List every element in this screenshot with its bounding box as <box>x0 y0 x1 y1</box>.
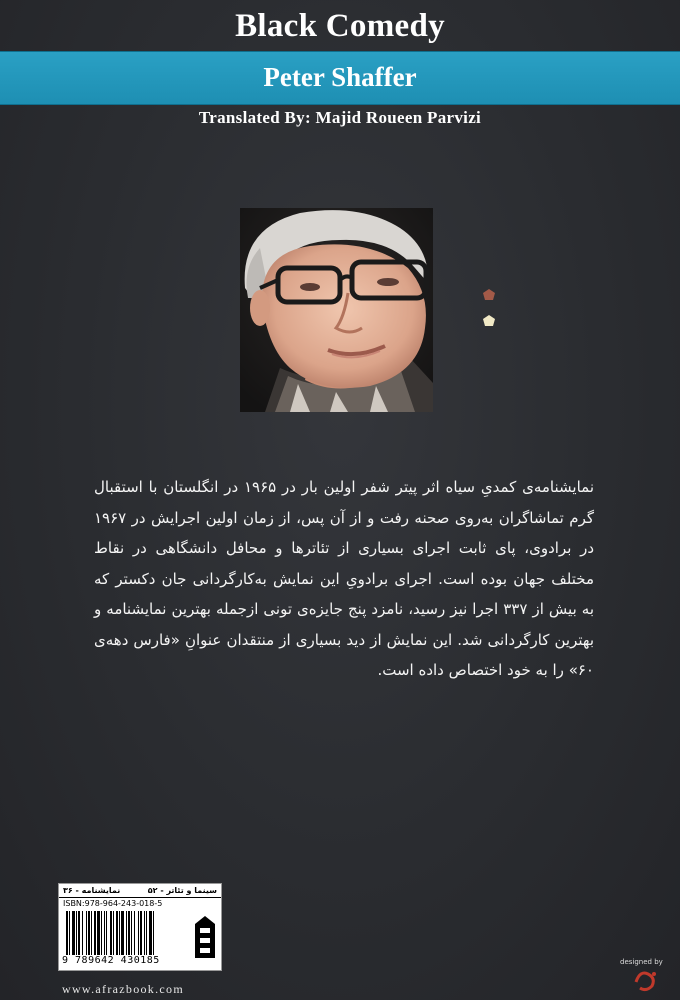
book-title: Black Comedy <box>235 8 445 44</box>
author-name: Peter Shaffer <box>263 62 417 92</box>
translator-credit: Translated By: Majid Roueen Parvizi <box>198 108 482 127</box>
barcode-digits: 9 789642 430185 <box>62 955 160 966</box>
isbn-text: ISBN:978-964-243-018-5 <box>63 899 163 908</box>
publisher-logo-icon <box>193 914 217 960</box>
barcode-panel <box>58 883 222 971</box>
publisher-logo <box>193 914 217 965</box>
decorative-dot-red <box>482 288 496 302</box>
designed-by-label: designed by <box>620 958 663 966</box>
designer-logo <box>632 966 662 999</box>
designer-logo-icon <box>632 966 662 994</box>
author-band <box>0 51 680 105</box>
series-info <box>59 884 221 898</box>
decorative-dot-cream <box>482 314 496 328</box>
barcode-icon <box>64 911 188 955</box>
portrait-illustration <box>240 208 433 412</box>
book-description: نمایشنامه‌ی کمدیِ سیاه اثر پیتر شفر اولین بار در ۱۹۶۵ در انگلستان با استقبال گرم تماشاگران به‌روی صحنه رفت و از آن پس، از زمان اولین اجرایش در ۱۹۶۷ در برادوی، پای ثابت اجرای بسیاری از تئاترها و محافل دانشگاهی در نقاط مختلف جهان بوده است. اجرای برادویِ این نمایش به‌کارگردانی جان دکستر که به بیش از ۳۳۷ اجرا نیز رسید، نامزد پنج جایزه‌ی تونی ازجمله بهترین نمایشنامه و بهترین کارگردانی شد. این نمایش از دید بسیاری از منتقدان عنوانِ «فارس دهه‌ی ۶۰» را به خود اختصاص داده است. <box>94 478 595 679</box>
publisher-website: www.afrazbook.com <box>62 982 184 996</box>
series-cinema-theatre: سینما و تئاتر - ۵۲ <box>147 886 217 895</box>
series-plays: نمایشنامه - ۳۶ <box>63 886 121 895</box>
author-portrait <box>240 208 433 412</box>
